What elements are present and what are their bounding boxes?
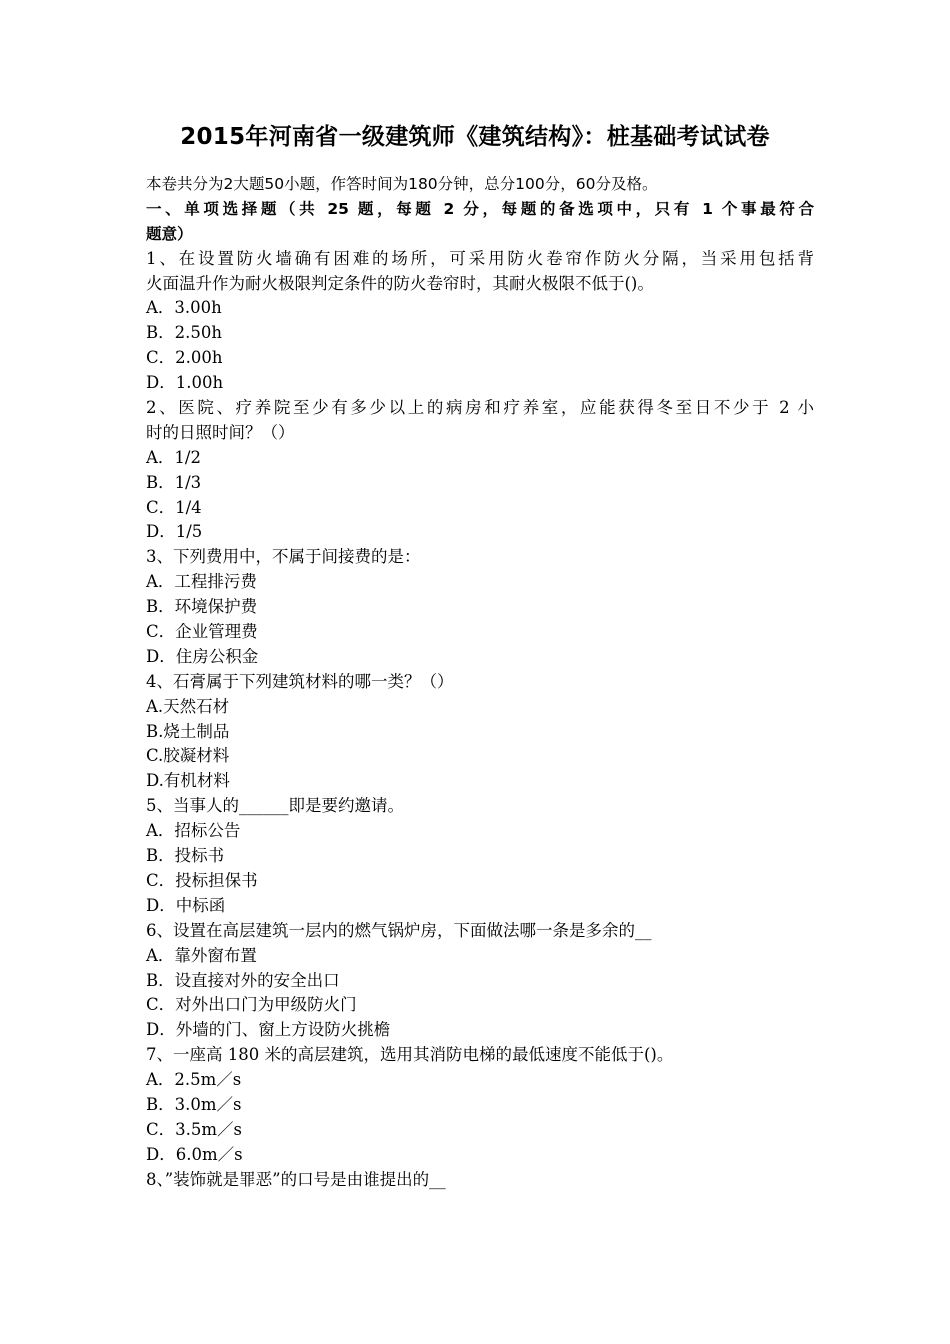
- question-2-option-c: C．1/4: [146, 497, 202, 517]
- question-6: 6、设置在高层建筑一层内的燃气锅炉房，下面做法哪一条是多余的__: [146, 920, 652, 940]
- question-2: 2、医院、疗养院至少有多少以上的病房和疗养室，应能获得冬至日不少于 2 小: [146, 398, 814, 418]
- question-7: 7、一座高 180 米的高层建筑，选用其消防电梯的最低速度不能低于()。: [146, 1045, 674, 1065]
- question-5-option-d: D．中标函: [146, 895, 226, 915]
- question-1-option-d: D．1.00h: [146, 373, 224, 393]
- question-7-option-a: A．2.5m／s: [146, 1070, 242, 1090]
- question-3-option-a: A．工程排污费: [146, 572, 257, 592]
- question-4-option-c: C.胶凝材料: [146, 746, 230, 766]
- question-1-cont: 火面温升作为耐火极限判定条件的防火卷帘时，其耐火极限不低于()。: [146, 273, 654, 293]
- question-7-option-d: D．6.0m／s: [146, 1144, 243, 1164]
- question-7-option-c: C．3.5m／s: [146, 1119, 242, 1139]
- question-3-option-b: B．环境保护费: [146, 597, 258, 617]
- section-heading-cont: 题意）: [146, 224, 193, 243]
- question-4: 4、石膏属于下列建筑材料的哪一类？（）: [146, 671, 454, 691]
- question-2-option-d: D．1/5: [146, 522, 203, 542]
- document-title: 2015年河南省一级建筑师《建筑结构》：桩基础考试试卷: [180, 124, 770, 150]
- question-6-option-b: B．设直接对外的安全出口: [146, 970, 340, 990]
- question-4-option-b: B.烧土制品: [146, 721, 230, 741]
- question-7-option-b: B．3.0m／s: [146, 1094, 242, 1114]
- question-1-option-c: C．2.00h: [146, 348, 223, 368]
- question-5-option-a: A．招标公告: [146, 821, 241, 841]
- question-2-option-b: B．1/3: [146, 472, 202, 492]
- question-4-option-d: D.有机材料: [146, 771, 230, 791]
- question-3-option-c: C．企业管理费: [146, 622, 258, 642]
- question-2-option-a: A．1/2: [146, 447, 201, 467]
- question-2-cont: 时的日照时间？（）: [146, 422, 295, 442]
- question-6-option-a: A．靠外窗布置: [146, 945, 257, 965]
- question-6-option-c: C．对外出口门为甲级防火门: [146, 995, 357, 1015]
- question-6-option-d: D．外墙的门、窗上方设防火挑檐: [146, 1020, 391, 1040]
- question-5-option-c: C．投标担保书: [146, 870, 258, 890]
- question-1-option-a: A．3.00h: [146, 298, 222, 318]
- question-8: 8、”装饰就是罪恶”的口号是由谁提出的__: [146, 1169, 446, 1189]
- question-1-option-b: B．2.50h: [146, 323, 222, 343]
- question-3: 3、下列费用中，不属于间接费的是：: [146, 547, 421, 567]
- question-5: 5、当事人的______即是要约邀请。: [146, 796, 404, 816]
- question-4-option-a: A.天然石材: [146, 696, 230, 716]
- question-1: 1、在设置防火墙确有困难的场所，可采用防火卷帘作防火分隔，当采用包括背: [146, 248, 814, 268]
- question-3-option-d: D．住房公积金: [146, 646, 259, 666]
- document-body: [146, 172, 814, 1193]
- section-heading: 一、单项选择题（共 25 题，每题 2 分，每题的备选项中，只有 1 个事最符合: [146, 199, 814, 218]
- exam-intro: 本卷共分为2大题50小题，作答时间为180分钟，总分100分，60分及格。: [146, 175, 658, 193]
- question-5-option-b: B．投标书: [146, 846, 225, 866]
